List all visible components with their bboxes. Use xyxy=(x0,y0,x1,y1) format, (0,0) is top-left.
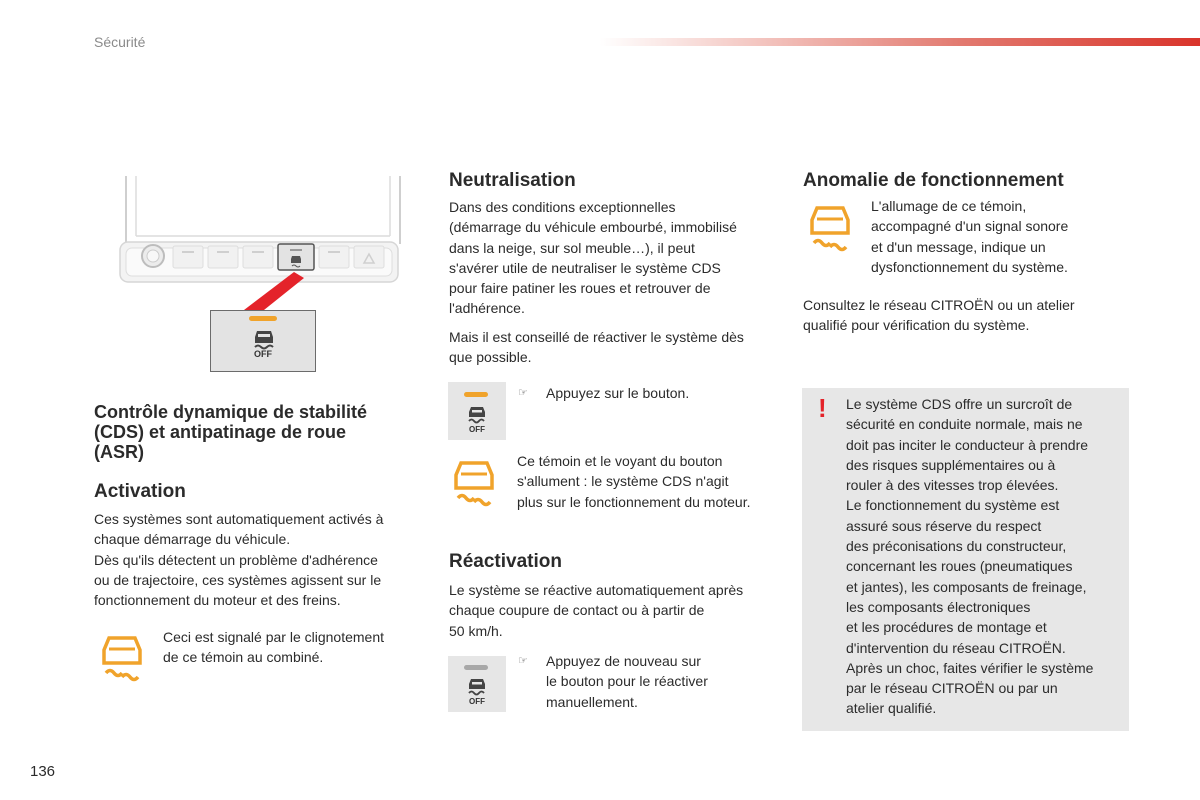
esp-car-icon xyxy=(466,676,488,696)
off-button-lit-illustration xyxy=(448,382,506,440)
consult-paragraph xyxy=(803,295,1143,336)
bullet-icon: ☞ xyxy=(518,655,528,667)
anomaly-heading: Anomalie de fonctionnement xyxy=(803,170,1064,191)
button-led xyxy=(249,316,277,321)
note-line: rouler à des vitesses trop élevées. xyxy=(846,477,1059,494)
activation-heading: Activation xyxy=(94,481,186,502)
status-line: plus sur le fonctionnement du moteur. xyxy=(517,493,751,510)
neutralisation-line: Dans des conditions exceptionnelles xyxy=(449,199,676,215)
cds-title xyxy=(94,402,414,462)
cds-title-line-2: (CDS) et antipatinage de roue xyxy=(94,422,347,442)
header-accent-bar xyxy=(600,38,1200,46)
indicator-line: de ce témoin au combiné. xyxy=(163,649,324,666)
press-again-line: Appuyez de nouveau sur xyxy=(546,653,701,669)
press-again-paragraph xyxy=(546,651,776,712)
note-line: les composants électroniques xyxy=(846,598,1031,615)
note-line: concernant les roues (pneumatiques xyxy=(846,558,1073,575)
note-line: Le fonctionnement du système est xyxy=(846,497,1060,514)
press-again-line: le bouton pour le réactiver xyxy=(546,673,708,690)
neutralisation-line: pour faire patiner les roues et retrouver de xyxy=(449,280,711,297)
neutralisation-heading: Neutralisation xyxy=(449,170,576,191)
button-off-label: OFF xyxy=(469,697,485,706)
warning-exclamation-icon: ! xyxy=(818,393,827,423)
activation-line: fonctionnement du moteur et des freins. xyxy=(94,592,341,609)
note-line: des préconisations du constructeur, xyxy=(846,538,1067,555)
activation-line: Ces systèmes sont automatiquement activés à xyxy=(94,511,384,527)
advice-line: Mais il est conseillé de réactiver le système dès xyxy=(449,329,744,345)
anomaly-line: accompagné d'un signal sonore xyxy=(871,218,1069,235)
note-line: doit pas inciter le conducteur à prendre xyxy=(846,436,1089,453)
indicator-line: Ceci est signalé par le clignotement xyxy=(163,629,385,645)
anomaly-line: L'allumage de ce témoin, xyxy=(871,198,1027,214)
cds-title-line-3: (ASR) xyxy=(94,442,144,462)
consult-line: Consultez le réseau CITROËN ou un atelier xyxy=(803,297,1075,313)
press-instruction: Appuyez sur le bouton. xyxy=(546,385,690,401)
reactivation-line: 50 km/h. xyxy=(449,622,503,639)
note-line: par le réseau CITROËN ou par un xyxy=(846,680,1058,697)
esp-warning-icon xyxy=(452,458,498,508)
neutralisation-line: s'avérer utile de neutraliser le système CDS xyxy=(449,259,721,276)
button-led-gray xyxy=(464,665,488,670)
cds-title-line-1: Contrôle dynamique de stabilité xyxy=(94,402,368,422)
anomaly-line: dysfonctionnement du système. xyxy=(871,258,1068,275)
page-number: 136 xyxy=(30,763,56,780)
neutralisation-line: l'adhérence. xyxy=(449,300,525,317)
esp-warning-icon xyxy=(100,633,146,683)
consult-line: qualifié pour vérification du système. xyxy=(803,317,1030,334)
reactivation-line: Le système se réactive automatiquement après xyxy=(449,582,744,598)
button-led-orange xyxy=(464,392,488,397)
anomaly-paragraph xyxy=(871,196,1171,277)
anomaly-line: et d'un message, indique un xyxy=(871,238,1046,255)
note-line: Après un choc, faites vérifier le système xyxy=(846,659,1094,676)
reactivation-line: chaque coupure de contact ou à partir de xyxy=(449,602,705,619)
reactivation-paragraph xyxy=(449,580,784,641)
status-line: Ce témoin et le voyant du bouton xyxy=(517,453,723,469)
safety-note-text xyxy=(846,394,1126,719)
note-line: sécurité en conduite normale, mais ne xyxy=(846,416,1083,433)
advice-paragraph xyxy=(449,327,784,368)
activation-line: Dès qu'ils détectent un problème d'adhérence xyxy=(94,551,378,568)
activation-line: chaque démarrage du véhicule. xyxy=(94,531,291,548)
activation-paragraph xyxy=(94,509,424,610)
note-line: assuré sous réserve du respect xyxy=(846,517,1042,534)
indicator-paragraph xyxy=(163,627,423,668)
off-button-unlit-illustration xyxy=(448,656,506,712)
esp-car-icon xyxy=(251,327,277,351)
activation-line: ou de trajectoire, ces systèmes agissent sur le xyxy=(94,571,382,588)
button-off-label: OFF xyxy=(469,425,485,434)
press-again-line: manuellement. xyxy=(546,693,638,710)
button-off-label: OFF xyxy=(254,349,272,359)
neutralisation-line: (démarrage du véhicule embourbé, immobilisé xyxy=(449,219,737,236)
esp-car-icon xyxy=(466,404,488,424)
advice-line: que possible. xyxy=(449,349,532,366)
neutralisation-paragraph xyxy=(449,197,784,319)
section-label: Sécurité xyxy=(94,34,146,50)
esp-warning-icon xyxy=(808,203,854,253)
status-paragraph xyxy=(517,451,787,512)
reactivation-heading: Réactivation xyxy=(449,551,562,572)
enlarged-off-button xyxy=(210,310,316,372)
bullet-icon: ☞ xyxy=(518,387,528,399)
note-line: Le système CDS offre un surcroît de xyxy=(846,396,1073,412)
note-line: des risques supplémentaires ou à xyxy=(846,456,1056,473)
note-line: d'intervention du réseau CITROËN. xyxy=(846,639,1066,656)
status-line: s'allument : le système CDS n'agit xyxy=(517,473,729,490)
note-line: et jantes), les composants de freinage, xyxy=(846,578,1087,595)
note-line: atelier qualifié. xyxy=(846,700,937,717)
neutralisation-line: dans la neige, sur sol meuble…), il peut xyxy=(449,239,695,256)
note-line: et les procédures de montage et xyxy=(846,619,1047,636)
